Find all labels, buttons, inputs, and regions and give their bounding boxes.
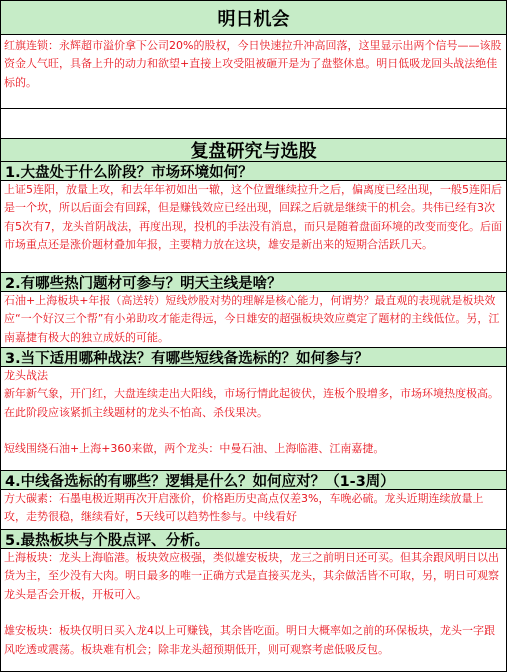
question-5-paragraph-3: 雄安板块：板块仅明日买入龙4以上可赚钱，其余皆吃面。明日大概率如之前的环保板块，龙头一字跟风吃透或震荡。板块难有机会；除非龙头超预期低开，则可观察考虑低吸反包。 (4, 624, 495, 656)
question-3-paragraph-1: 龙头战法 (4, 369, 48, 382)
question-5-body (1, 549, 506, 671)
question-5-blank-line (4, 604, 503, 622)
question-5-heading-band (1, 530, 506, 549)
question-4-heading-band (1, 471, 506, 490)
question-2-body (1, 292, 506, 348)
question-1-heading-band (1, 162, 506, 181)
section-title: 复盘研究与选股 (190, 141, 317, 162)
top-title: 明日机会 (217, 8, 290, 30)
question-3-blank-line (4, 422, 503, 440)
question-1-heading: 1.大盘处于什么阶段？市场环境如何？ (5, 164, 253, 181)
top-body (1, 35, 506, 109)
question-4-body (1, 490, 506, 530)
question-5-paragraph-1: 上海板块：龙头上海临港。板块效应极强，类似雄安板块，龙三之前明日还可买。但其余跟风明日以出货为主，至少没有大肉。明日最多的唯一正确方式是直接买龙头，其余做活皆不可取，另，明日可观察龙头是否会开板，开板可入。 (4, 551, 499, 601)
top-title-band (1, 1, 506, 35)
question-2-heading-band (1, 273, 506, 292)
question-3-body (1, 367, 506, 471)
section-title-band (1, 138, 506, 162)
question-5-heading: 5.最热板块与个股点评、分析。 (5, 532, 210, 549)
question-4-heading: 4.中线备选标的有哪些？逻辑是什么？如何应对？（1-3周） (5, 473, 395, 490)
top-body-text: 红旗连锁：永辉超市溢价拿下公司20%的股权，今日快速拉升冲高回落，这里显示出两个信号——该股资金人气旺，具备上升的动力和欲望+直接上攻受阻被砸开是为了盘整休息。明日低吸龙回头战法绝佳标的。 (4, 39, 502, 89)
question-3-paragraph-4: 短线围绕石油+上海+360来做，两个龙头：中曼石油、上海临港、江南嘉捷。 (4, 442, 385, 456)
question-1-body (1, 181, 506, 273)
question-4-paragraph-1: 方大碳素：石墨电极近期再次开启涨价，价格距历史高点仅差3%，车晚必硫。龙头近期连续放量上攻，走势很稳，继续看好，5天线可以趋势性参与。中线看好 (4, 492, 484, 524)
question-1-paragraph-1: 上证5连阳，放量上攻，和去年年初如出一辙，这个位置继续拉升之后，偏离度已经出现，一般5连阳后是一个坎，所以后面会有回踩，但是赚钱效应已经出现，回踩之后就是继续干的机会。共伟已经有3次有5次有7，龙头首阴战法，再度出现，投机的手法没有消息，而只是随着盘面环境的改变而变化。后面市场重点还是涨价题材叠加年报，主要精力放在这块，雄安是新出来的短期合活跃几天。 (4, 183, 502, 252)
question-3-heading-band (1, 348, 506, 367)
question-3-heading: 3.当下适用哪种战法？有哪些短线备选标的？如何参与？ (5, 350, 369, 367)
question-2-heading: 2.有哪些热门题材可参与？明天主线是啥？ (5, 275, 282, 292)
question-2-paragraph-1: 石油+上海板块+年报（高送转）短线炒股对势的理解是核心能力，何谓势？最直观的表现就是板块效应“一个好汉三个帮”有小弟助攻才能走得远，今日雄安的超强板块效应奠定了题材的主线低位。另，江南嘉捷有极大的独立成妖的可能。 (4, 294, 500, 344)
question-3-paragraph-2: 新年新气象，开门红，大盘连续走出大阳线，市场行情此起彼伏，连板个股增多，市场环境热度极高。在此阶段应该紧抓主线题材的龙头不怕高、杀伐果决。 (4, 387, 499, 419)
